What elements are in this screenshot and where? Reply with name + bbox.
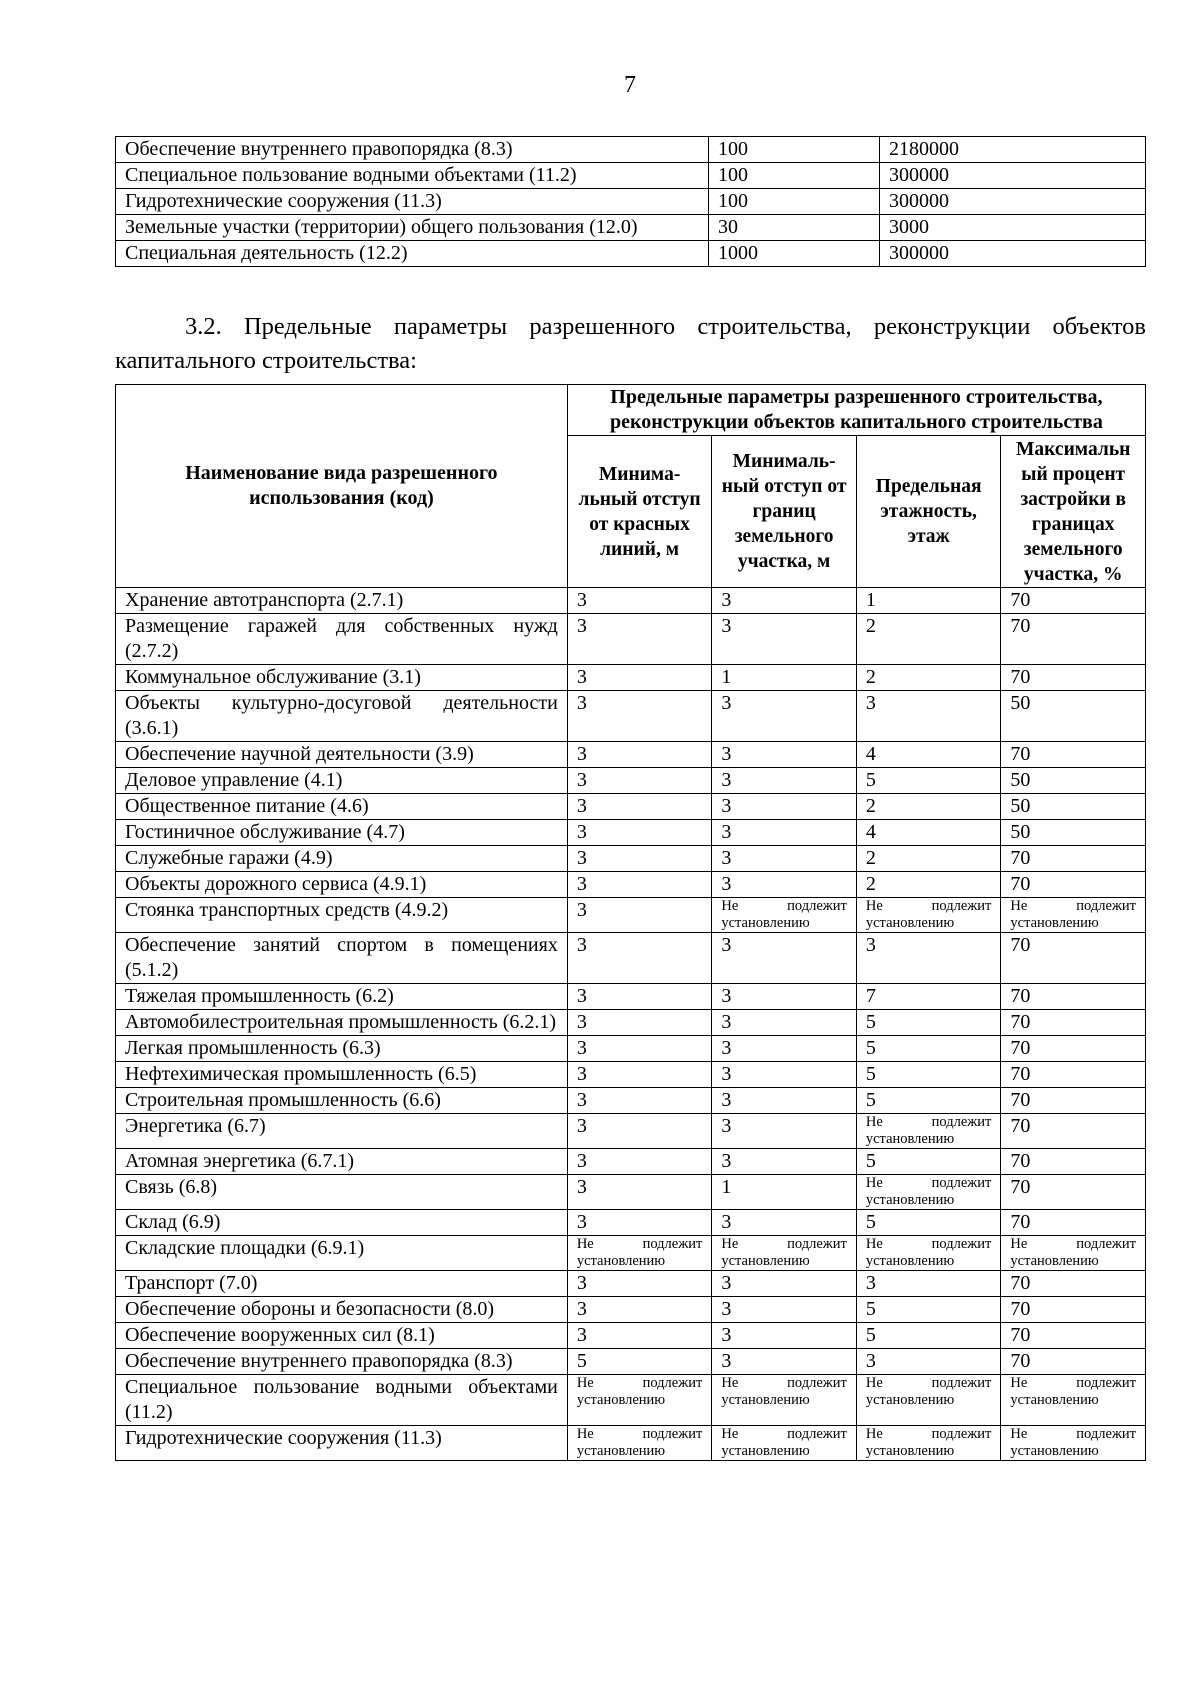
value-cell: 70 — [1001, 1036, 1146, 1062]
use-type-cell: Стоянка транспортных средств (4.9.2) — [116, 898, 568, 933]
value-cell: 3 — [712, 1297, 857, 1323]
not-applicable-cell — [856, 898, 1001, 933]
use-type-cell: Деловое управление (4.1) — [116, 768, 568, 794]
value-cell: 3 — [712, 1323, 857, 1349]
value-cell: 3 — [856, 691, 1001, 742]
value-cell: 70 — [1001, 1088, 1146, 1114]
value-cell: 3 — [712, 1088, 857, 1114]
not-set-line2: установлению — [1010, 1443, 1099, 1459]
not-applicable-cell — [712, 898, 857, 933]
use-type-cell: Обеспечение внутреннего правопорядка (8.3) — [116, 1349, 568, 1375]
table-row — [116, 742, 1146, 768]
value-cell: 5 — [856, 1010, 1001, 1036]
use-type-cell: Обеспечение вооруженных сил (8.1) — [116, 1323, 568, 1349]
table-cell: Обеспечение внутреннего правопорядка (8.3) — [116, 137, 709, 163]
value-cell: 3 — [567, 898, 712, 933]
value-cell: 3 — [712, 1062, 857, 1088]
not-set-line1: Не подлежит — [865, 1426, 992, 1442]
use-type-cell: Хранение автотранспорта (2.7.1) — [116, 588, 568, 614]
value-cell: 5 — [856, 768, 1001, 794]
land-area-table — [115, 136, 1146, 267]
use-type-cell: Гидротехнические сооружения (11.3) — [116, 1426, 568, 1461]
value-cell: 3 — [567, 933, 712, 984]
use-type-cell: Обеспечение научной деятельности (3.9) — [116, 742, 568, 768]
value-cell: 3 — [712, 872, 857, 898]
value-cell: 3 — [567, 1036, 712, 1062]
value-cell: 3 — [567, 1010, 712, 1036]
value-cell: 3 — [712, 1010, 857, 1036]
value-cell: 3 — [567, 1114, 712, 1149]
value-cell: 70 — [1001, 1297, 1146, 1323]
use-type-cell: Связь (6.8) — [116, 1175, 568, 1210]
use-type-cell: Объекты культурно-досуговой деятельности (3.6.1) — [116, 691, 568, 742]
use-type-cell: Коммунальное обслуживание (3.1) — [116, 665, 568, 691]
value-cell: 70 — [1001, 1149, 1146, 1175]
not-applicable-cell — [1001, 1375, 1146, 1426]
value-cell: 3 — [567, 794, 712, 820]
value-cell: 3 — [712, 691, 857, 742]
value-cell: 3 — [712, 588, 857, 614]
value-cell: 3 — [712, 933, 857, 984]
value-cell: 3 — [712, 846, 857, 872]
table-cell: Гидротехнические сооружения (11.3) — [116, 189, 709, 215]
value-cell: 70 — [1001, 588, 1146, 614]
use-type-cell: Общественное питание (4.6) — [116, 794, 568, 820]
value-cell: 3 — [712, 1114, 857, 1149]
table-row — [116, 189, 1146, 215]
table-row — [116, 794, 1146, 820]
value-cell: 70 — [1001, 1062, 1146, 1088]
table-row — [116, 1323, 1146, 1349]
use-type-cell: Гостиничное обслуживание (4.7) — [116, 820, 568, 846]
table-row — [116, 933, 1146, 984]
not-set-line1: Не подлежит — [576, 1375, 703, 1391]
use-type-cell: Специальное пользование водными объектами (11.2) — [116, 1375, 568, 1426]
value-cell: 3 — [567, 768, 712, 794]
value-cell: 4 — [856, 820, 1001, 846]
value-cell: 70 — [1001, 1114, 1146, 1149]
table-row — [116, 1149, 1146, 1175]
table-cell: 2180000 — [880, 137, 1146, 163]
value-cell: 3 — [567, 588, 712, 614]
not-set-line2: установлению — [721, 1253, 810, 1269]
value-cell: 5 — [856, 1210, 1001, 1236]
table-row — [116, 846, 1146, 872]
table-cell: 100 — [709, 163, 880, 189]
value-cell: 3 — [712, 742, 857, 768]
value-cell: 4 — [856, 742, 1001, 768]
table-cell: 300000 — [880, 241, 1146, 267]
not-set-line1: Не подлежит — [865, 1175, 992, 1191]
table-row — [116, 1114, 1146, 1149]
table-cell: Специальная деятельность (12.2) — [116, 241, 709, 267]
not-set-line2: установлению — [1010, 915, 1099, 931]
use-type-cell: Энергетика (6.7) — [116, 1114, 568, 1149]
header-boundary-setback: Минималь-ный отступ от границ земельного участка, м — [712, 436, 857, 588]
table-row — [116, 898, 1146, 933]
table-row — [116, 1236, 1146, 1271]
value-cell: 3 — [567, 742, 712, 768]
not-set-line2: установлению — [721, 1443, 810, 1459]
not-set-line2: установлению — [721, 915, 810, 931]
header-max-floors: Предельная этажность, этаж — [856, 436, 1001, 588]
not-set-line2: установлению — [721, 1392, 810, 1408]
value-cell: 5 — [856, 1062, 1001, 1088]
page-number: 7 — [624, 72, 636, 98]
not-set-line1: Не подлежит — [1010, 1375, 1136, 1391]
not-applicable-cell — [856, 1426, 1001, 1461]
use-type-cell: Размещение гаражей для собственных нужд (2.7.2) — [116, 614, 568, 665]
table-row — [116, 137, 1146, 163]
value-cell: 50 — [1001, 768, 1146, 794]
not-set-line2: установлению — [865, 1443, 955, 1459]
table-row — [116, 768, 1146, 794]
value-cell: 70 — [1001, 933, 1146, 984]
use-type-cell: Обеспечение обороны и безопасности (8.0) — [116, 1297, 568, 1323]
not-set-line1: Не подлежит — [721, 1236, 847, 1252]
not-applicable-cell — [567, 1236, 712, 1271]
not-set-line2: установлению — [865, 1392, 955, 1408]
value-cell: 5 — [567, 1349, 712, 1375]
value-cell: 3 — [567, 691, 712, 742]
table-cell: 300000 — [880, 163, 1146, 189]
not-applicable-cell — [856, 1114, 1001, 1149]
value-cell: 5 — [856, 1323, 1001, 1349]
table-cell: 100 — [709, 189, 880, 215]
value-cell: 3 — [712, 1271, 857, 1297]
not-applicable-cell — [856, 1375, 1001, 1426]
value-cell: 50 — [1001, 691, 1146, 742]
table-cell: 30 — [709, 215, 880, 241]
not-set-line2: установлению — [865, 915, 955, 931]
value-cell: 3 — [712, 794, 857, 820]
not-set-line1: Не подлежит — [1010, 1426, 1136, 1442]
value-cell: 70 — [1001, 1271, 1146, 1297]
value-cell: 3 — [712, 1210, 857, 1236]
value-cell: 70 — [1001, 1349, 1146, 1375]
value-cell: 3 — [567, 665, 712, 691]
not-set-line2: установлению — [576, 1253, 666, 1269]
table-cell: Земельные участки (территории) общего пользования (12.0) — [116, 215, 709, 241]
not-set-line2: установлению — [865, 1131, 955, 1147]
table-row — [116, 1210, 1146, 1236]
value-cell: 3 — [567, 1297, 712, 1323]
value-cell: 3 — [567, 1175, 712, 1210]
use-type-cell: Автомобилестроительная промышленность (6.2.1) — [116, 1010, 568, 1036]
table-row — [116, 665, 1146, 691]
not-applicable-cell — [712, 1375, 857, 1426]
table-row — [116, 1271, 1146, 1297]
value-cell: 3 — [712, 768, 857, 794]
value-cell: 70 — [1001, 1175, 1146, 1210]
value-cell: 50 — [1001, 820, 1146, 846]
not-applicable-cell — [856, 1175, 1001, 1210]
value-cell: 1 — [712, 665, 857, 691]
value-cell: 50 — [1001, 794, 1146, 820]
value-cell: 3 — [567, 1323, 712, 1349]
table-row — [116, 1010, 1146, 1036]
use-type-cell: Обеспечение занятий спортом в помещениях (5.1.2) — [116, 933, 568, 984]
value-cell: 2 — [856, 794, 1001, 820]
value-cell: 3 — [567, 820, 712, 846]
value-cell: 3 — [567, 614, 712, 665]
not-set-line1: Не подлежит — [865, 1375, 992, 1391]
value-cell: 3 — [567, 1149, 712, 1175]
not-applicable-cell — [856, 1236, 1001, 1271]
value-cell: 3 — [712, 1149, 857, 1175]
use-type-cell: Атомная энергетика (6.7.1) — [116, 1149, 568, 1175]
not-set-line1: Не подлежит — [865, 1114, 992, 1130]
table-row — [116, 1175, 1146, 1210]
not-set-line2: установлению — [1010, 1392, 1099, 1408]
value-cell: 3 — [567, 984, 712, 1010]
table-row — [116, 820, 1146, 846]
value-cell: 70 — [1001, 1010, 1146, 1036]
value-cell: 3 — [567, 872, 712, 898]
use-type-cell: Объекты дорожного сервиса (4.9.1) — [116, 872, 568, 898]
not-applicable-cell — [567, 1375, 712, 1426]
table-cell: 300000 — [880, 189, 1146, 215]
not-set-line1: Не подлежит — [1010, 898, 1136, 914]
not-applicable-cell — [1001, 1426, 1146, 1461]
not-set-line2: установлению — [576, 1443, 666, 1459]
value-cell: 5 — [856, 1149, 1001, 1175]
table-row — [116, 984, 1146, 1010]
table-row — [116, 872, 1146, 898]
value-cell: 3 — [712, 820, 857, 846]
table-row — [116, 1426, 1146, 1461]
table-row — [116, 1349, 1146, 1375]
value-cell: 70 — [1001, 1323, 1146, 1349]
not-applicable-cell — [1001, 1236, 1146, 1271]
value-cell: 3 — [567, 846, 712, 872]
use-type-cell: Транспорт (7.0) — [116, 1271, 568, 1297]
value-cell: 70 — [1001, 846, 1146, 872]
table-row — [116, 1375, 1146, 1426]
value-cell: 3 — [567, 1088, 712, 1114]
not-set-line2: установлению — [865, 1192, 955, 1208]
value-cell: 2 — [856, 846, 1001, 872]
not-applicable-cell — [567, 1426, 712, 1461]
value-cell: 2 — [856, 872, 1001, 898]
value-cell: 70 — [1001, 1210, 1146, 1236]
not-set-line1: Не подлежит — [1010, 1236, 1136, 1252]
use-type-cell: Тяжелая промышленность (6.2) — [116, 984, 568, 1010]
value-cell: 3 — [712, 614, 857, 665]
table-row — [116, 215, 1146, 241]
value-cell: 5 — [856, 1297, 1001, 1323]
table-cell: 3000 — [880, 215, 1146, 241]
section-heading: 3.2. Предельные параметры разрешенного строительства, реконструкции объектов капитального строительства: — [115, 313, 1146, 374]
header-use-type: Наименование вида разрешенного использования (код) — [116, 385, 568, 588]
table-cell: Специальное пользование водными объектами (11.2) — [116, 163, 709, 189]
value-cell: 3 — [856, 933, 1001, 984]
use-type-cell: Склад (6.9) — [116, 1210, 568, 1236]
value-cell: 5 — [856, 1088, 1001, 1114]
use-type-cell: Нефтехимическая промышленность (6.5) — [116, 1062, 568, 1088]
table-cell: 100 — [709, 137, 880, 163]
value-cell: 3 — [567, 1062, 712, 1088]
value-cell: 5 — [856, 1036, 1001, 1062]
value-cell: 3 — [567, 1210, 712, 1236]
table-row — [116, 163, 1146, 189]
not-set-line2: установлению — [865, 1253, 955, 1269]
not-set-line1: Не подлежит — [721, 898, 847, 914]
not-set-line1: Не подлежит — [865, 1236, 992, 1252]
value-cell: 1 — [712, 1175, 857, 1210]
table-row — [116, 1062, 1146, 1088]
value-cell: 7 — [856, 984, 1001, 1010]
value-cell: 3 — [712, 984, 857, 1010]
not-set-line1: Не подлежит — [576, 1236, 703, 1252]
not-set-line1: Не подлежит — [576, 1426, 703, 1442]
header-max-coverage: Максимальн ый процент застройки в границах земельного участка, % — [1001, 436, 1146, 588]
not-set-line2: установлению — [576, 1392, 666, 1408]
not-applicable-cell — [1001, 898, 1146, 933]
value-cell: 1 — [856, 588, 1001, 614]
table-row — [116, 588, 1146, 614]
use-type-cell: Легкая промышленность (6.3) — [116, 1036, 568, 1062]
table-row — [116, 1088, 1146, 1114]
construction-parameters-table — [115, 384, 1146, 1461]
value-cell: 2 — [856, 665, 1001, 691]
not-set-line1: Не подлежит — [721, 1426, 847, 1442]
table-row — [116, 1297, 1146, 1323]
table-row — [116, 1036, 1146, 1062]
value-cell: 3 — [856, 1349, 1001, 1375]
value-cell: 3 — [712, 1036, 857, 1062]
header-parameters-group: Предельные параметры разрешенного строительства, реконструкции объектов капитального строительства — [567, 385, 1145, 436]
not-set-line1: Не подлежит — [721, 1375, 847, 1391]
value-cell: 3 — [567, 1271, 712, 1297]
use-type-cell: Складские площадки (6.9.1) — [116, 1236, 568, 1271]
value-cell: 2 — [856, 614, 1001, 665]
value-cell: 70 — [1001, 872, 1146, 898]
value-cell: 70 — [1001, 984, 1146, 1010]
use-type-cell: Строительная промышленность (6.6) — [116, 1088, 568, 1114]
table-cell: 1000 — [709, 241, 880, 267]
value-cell: 70 — [1001, 614, 1146, 665]
value-cell: 3 — [856, 1271, 1001, 1297]
not-set-line1: Не подлежит — [865, 898, 992, 914]
value-cell: 70 — [1001, 742, 1146, 768]
table-row — [116, 691, 1146, 742]
header-red-line-setback: Минима-льный отступ от красных линий, м — [567, 436, 712, 588]
not-applicable-cell — [712, 1426, 857, 1461]
table-row — [116, 241, 1146, 267]
value-cell: 3 — [712, 1349, 857, 1375]
value-cell: 70 — [1001, 665, 1146, 691]
table-row — [116, 614, 1146, 665]
use-type-cell: Служебные гаражи (4.9) — [116, 846, 568, 872]
not-applicable-cell — [712, 1236, 857, 1271]
not-set-line2: установлению — [1010, 1253, 1099, 1269]
